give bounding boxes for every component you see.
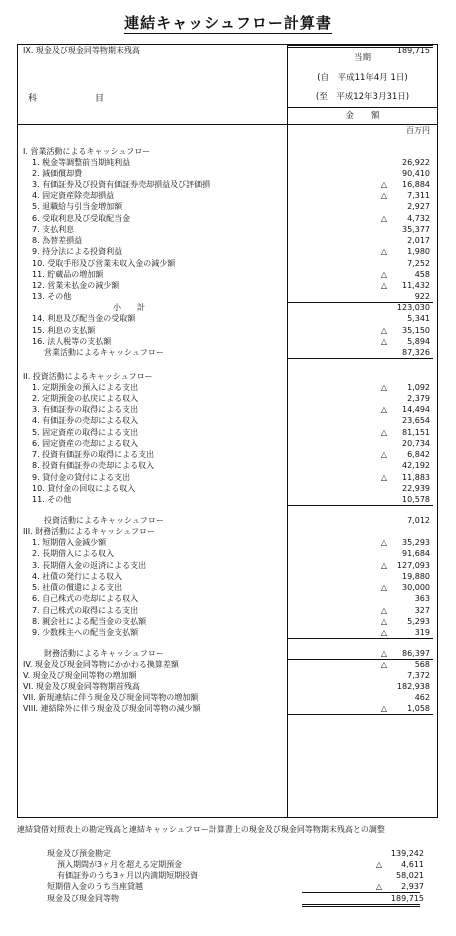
negative-mark: △ xyxy=(380,617,387,626)
reconciliation-note xyxy=(17,824,442,903)
negative-mark: △ xyxy=(380,191,387,200)
note-row-value: 58,021 xyxy=(396,871,424,880)
row-label: 3. 長期借入金の返済による支出 xyxy=(32,561,147,570)
row-label: 7. 自己株式の取得による支出 xyxy=(32,606,139,615)
row-label: 投資活動によるキャッシュフロー xyxy=(44,516,164,525)
row-value: 458 xyxy=(414,270,430,279)
row-value: 26,922 xyxy=(402,158,430,167)
header-moku: 目 xyxy=(95,94,105,104)
negative-mark: △ xyxy=(375,882,382,891)
row-value: 90,410 xyxy=(402,169,430,178)
row-label: 5. 社債の償還による支出 xyxy=(32,583,123,592)
note-row-value: 2,937 xyxy=(401,882,424,891)
row-value: 182,938 xyxy=(396,682,430,691)
row-value: 2,927 xyxy=(407,202,430,211)
note-row-label: 預入期間が3ヶ月を超える定期預金 xyxy=(57,860,183,869)
row-label: 3. 有価証券の取得による支出 xyxy=(32,405,139,414)
table-row xyxy=(18,548,437,560)
negative-mark: △ xyxy=(380,538,387,547)
negative-mark: △ xyxy=(380,704,387,713)
row-value: 6,842 xyxy=(407,450,430,459)
row-value: 14,494 xyxy=(402,405,430,414)
cash-flow-table xyxy=(17,44,438,818)
row-value: 4,732 xyxy=(407,214,430,223)
note-row-label: 現金及び現金同等物 xyxy=(47,894,119,903)
row-label: II. 投資活動によるキャッシュフロー xyxy=(23,372,153,381)
header-amount-label: 金 額 xyxy=(345,111,380,121)
header-period-to: (至 平成12年3月31日) xyxy=(315,92,410,102)
underline xyxy=(288,714,433,715)
table-row xyxy=(18,246,437,258)
row-label: IX. 現金及び現金同等物期末残高 xyxy=(23,46,140,55)
row-value: 123,030 xyxy=(396,303,430,312)
row-value: 319 xyxy=(414,628,430,637)
row-value: 11,432 xyxy=(402,281,430,290)
row-label: 4. 社債の発行による収入 xyxy=(32,572,123,581)
note-row-value: 139,242 xyxy=(390,849,424,858)
row-label: 8. 為替差損益 xyxy=(32,236,83,245)
row-label: 8. 親会社による配当金の支払額 xyxy=(32,617,147,626)
negative-mark: △ xyxy=(380,660,387,669)
table-row xyxy=(18,313,437,325)
row-label: VII. 新規連結に伴う現金及び現金同等物の増加額 xyxy=(23,693,199,702)
negative-mark: △ xyxy=(380,180,387,189)
row-value: 327 xyxy=(414,606,430,615)
row-value: 91,684 xyxy=(402,549,430,558)
row-value: 23,654 xyxy=(402,416,430,425)
row-value: 5,341 xyxy=(407,314,430,323)
row-value: 87,326 xyxy=(402,348,430,357)
unit-label: 百万円 xyxy=(406,126,430,135)
underline xyxy=(288,638,433,639)
row-value: 81,151 xyxy=(402,428,430,437)
note-row-label: 短期借入金のうち当座貸越 xyxy=(47,882,143,891)
table-row xyxy=(18,460,437,472)
underline xyxy=(302,906,420,907)
row-value: 7,372 xyxy=(407,671,430,680)
row-value: 922 xyxy=(414,292,430,301)
negative-mark: △ xyxy=(380,473,387,482)
row-value: 11,883 xyxy=(402,473,430,482)
row-label: 10. 貸付金の回収による収入 xyxy=(32,484,136,493)
row-value: 2,017 xyxy=(407,236,430,245)
row-value: 568 xyxy=(414,660,430,669)
row-label: VI. 現金及び現金同等物期首残高 xyxy=(23,682,140,691)
row-value: 86,397 xyxy=(402,649,430,658)
row-value: 363 xyxy=(414,594,430,603)
negative-mark: △ xyxy=(380,606,387,615)
row-label: 営業活動によるキャッシュフロー xyxy=(44,348,164,357)
row-value: 35,377 xyxy=(402,225,430,234)
row-label: 7. 投資有価証券の取得による支出 xyxy=(32,450,155,459)
underline xyxy=(302,892,420,893)
row-value: 35,150 xyxy=(402,326,430,335)
row-label: 2. 減価償却費 xyxy=(32,169,83,178)
negative-mark: △ xyxy=(380,583,387,592)
row-label: 11. 貯蔵品の増加額 xyxy=(32,270,104,279)
note-row-value: 189,715 xyxy=(390,894,424,903)
row-value: 22,939 xyxy=(402,484,430,493)
negative-mark: △ xyxy=(380,428,387,437)
row-label: VIII. 連結除外に伴う現金及び現金同等物の減少額 xyxy=(23,704,201,713)
row-label: 1. 短期借入金減少額 xyxy=(32,538,107,547)
row-label: 6. 受取利息及び受取配当金 xyxy=(32,214,131,223)
negative-mark: △ xyxy=(380,247,387,256)
header-kamoku: 科 xyxy=(28,94,38,104)
negative-mark: △ xyxy=(380,649,387,658)
negative-mark: △ xyxy=(380,561,387,570)
note-row-label: 有価証券のうち3ヶ月以内満期短期投資 xyxy=(57,871,199,880)
negative-mark: △ xyxy=(375,860,382,869)
row-label: III. 財務活動によるキャッシュフロー xyxy=(23,527,156,536)
row-label: 2. 定期預金の払戻による収入 xyxy=(32,394,139,403)
row-value: 7,311 xyxy=(407,191,430,200)
row-label: I. 営業活動によるキャッシュフロー xyxy=(23,147,151,156)
table-row xyxy=(18,593,437,605)
note-heading: 連結貸借対照表上の勘定残高と連結キャッシュフロー計算書上の現金及び現金同等物期末残高との調整 xyxy=(17,825,385,834)
row-label: 4. 固定資産除売却損益 xyxy=(32,191,115,200)
row-value: 10,578 xyxy=(402,495,430,504)
row-label: 6. 自己株式の売却による収入 xyxy=(32,594,139,603)
row-label: 6. 固定資産の売却による収入 xyxy=(32,439,139,448)
row-label: 5. 固定資産の取得による支出 xyxy=(32,428,139,437)
negative-mark: △ xyxy=(380,337,387,346)
negative-mark: △ xyxy=(380,450,387,459)
header-sub-divider xyxy=(288,107,437,108)
row-value: 35,293 xyxy=(402,538,430,547)
row-label: 小 計 xyxy=(113,303,145,312)
document-title: 連結キャッシュフロー計算書 xyxy=(124,14,332,32)
row-value: 7,012 xyxy=(407,516,430,525)
row-value: 462 xyxy=(414,693,430,702)
underline xyxy=(288,505,433,506)
negative-mark: △ xyxy=(380,281,387,290)
row-value: 189,715 xyxy=(396,46,430,55)
row-value: 19,880 xyxy=(402,572,430,581)
row-label: 15. 利息の支払額 xyxy=(32,326,96,335)
row-label: 3. 有価証券及び投資有価証券売却損益及び評価損 xyxy=(32,180,211,189)
unit-row xyxy=(18,125,437,137)
row-label: 14. 利息及び配当金の受取額 xyxy=(32,314,136,323)
row-value: 1,092 xyxy=(407,383,430,392)
row-label: 7. 支払利息 xyxy=(32,225,75,234)
row-value: 20,734 xyxy=(402,439,430,448)
negative-mark: △ xyxy=(380,270,387,279)
double-underline xyxy=(288,45,433,48)
negative-mark: △ xyxy=(380,326,387,335)
negative-mark: △ xyxy=(380,628,387,637)
row-label: 10. 受取手形及び営業未収入金の減少額 xyxy=(32,259,176,268)
table-row xyxy=(18,201,437,213)
note-row-label: 現金及び預金勘定 xyxy=(47,849,111,858)
row-value: 5,894 xyxy=(407,337,430,346)
row-value: 2,379 xyxy=(407,394,430,403)
negative-mark: △ xyxy=(380,405,387,414)
header-period-label: 当期 xyxy=(353,53,371,63)
row-label: 財務活動によるキャッシュフロー xyxy=(44,649,164,658)
row-value: 16,884 xyxy=(402,180,430,189)
header-period-from: (自 平成11年4月 1日) xyxy=(317,73,408,83)
underline xyxy=(288,358,433,359)
row-label: 8. 投資有価証券の売却による収入 xyxy=(32,461,155,470)
row-label: 2. 長期借入による収入 xyxy=(32,549,115,558)
row-label: 1. 税金等調整前当期純利益 xyxy=(32,158,131,167)
negative-mark: △ xyxy=(380,214,387,223)
table-row xyxy=(18,415,437,427)
row-value: 42,192 xyxy=(402,461,430,470)
row-value: 30,000 xyxy=(402,583,430,592)
row-label: 13. その他 xyxy=(32,292,72,301)
row-label: 5. 退職給与引当金増加額 xyxy=(32,202,123,211)
row-label: 9. 貸付金の貸付による支出 xyxy=(32,473,131,482)
note-row-value: 4,611 xyxy=(401,860,424,869)
row-value: 7,252 xyxy=(407,259,430,268)
row-value: 1,980 xyxy=(407,247,430,256)
row-value: 1,058 xyxy=(407,704,430,713)
row-label: 9. 少数株主への配当金支払額 xyxy=(32,628,139,637)
underline xyxy=(302,904,420,905)
row-label: 4. 有価証券の売却による収入 xyxy=(32,416,139,425)
row-label: 9. 持分法による投資利益 xyxy=(32,247,123,256)
row-label: IV. 現金及び現金同等物にかかわる換算差額 xyxy=(23,660,179,669)
row-label: 12. 営業未払金の減少額 xyxy=(32,281,120,290)
row-value: 5,293 xyxy=(407,617,430,626)
row-value: 127,093 xyxy=(396,561,430,570)
negative-mark: △ xyxy=(380,383,387,392)
row-label: 11. その他 xyxy=(32,495,72,504)
row-label: 16. 法人税等の支払額 xyxy=(32,337,112,346)
row-label: 1. 定期預金の預入による支出 xyxy=(32,383,139,392)
row-label: V. 現金及び現金同等物の増加額 xyxy=(23,671,137,680)
